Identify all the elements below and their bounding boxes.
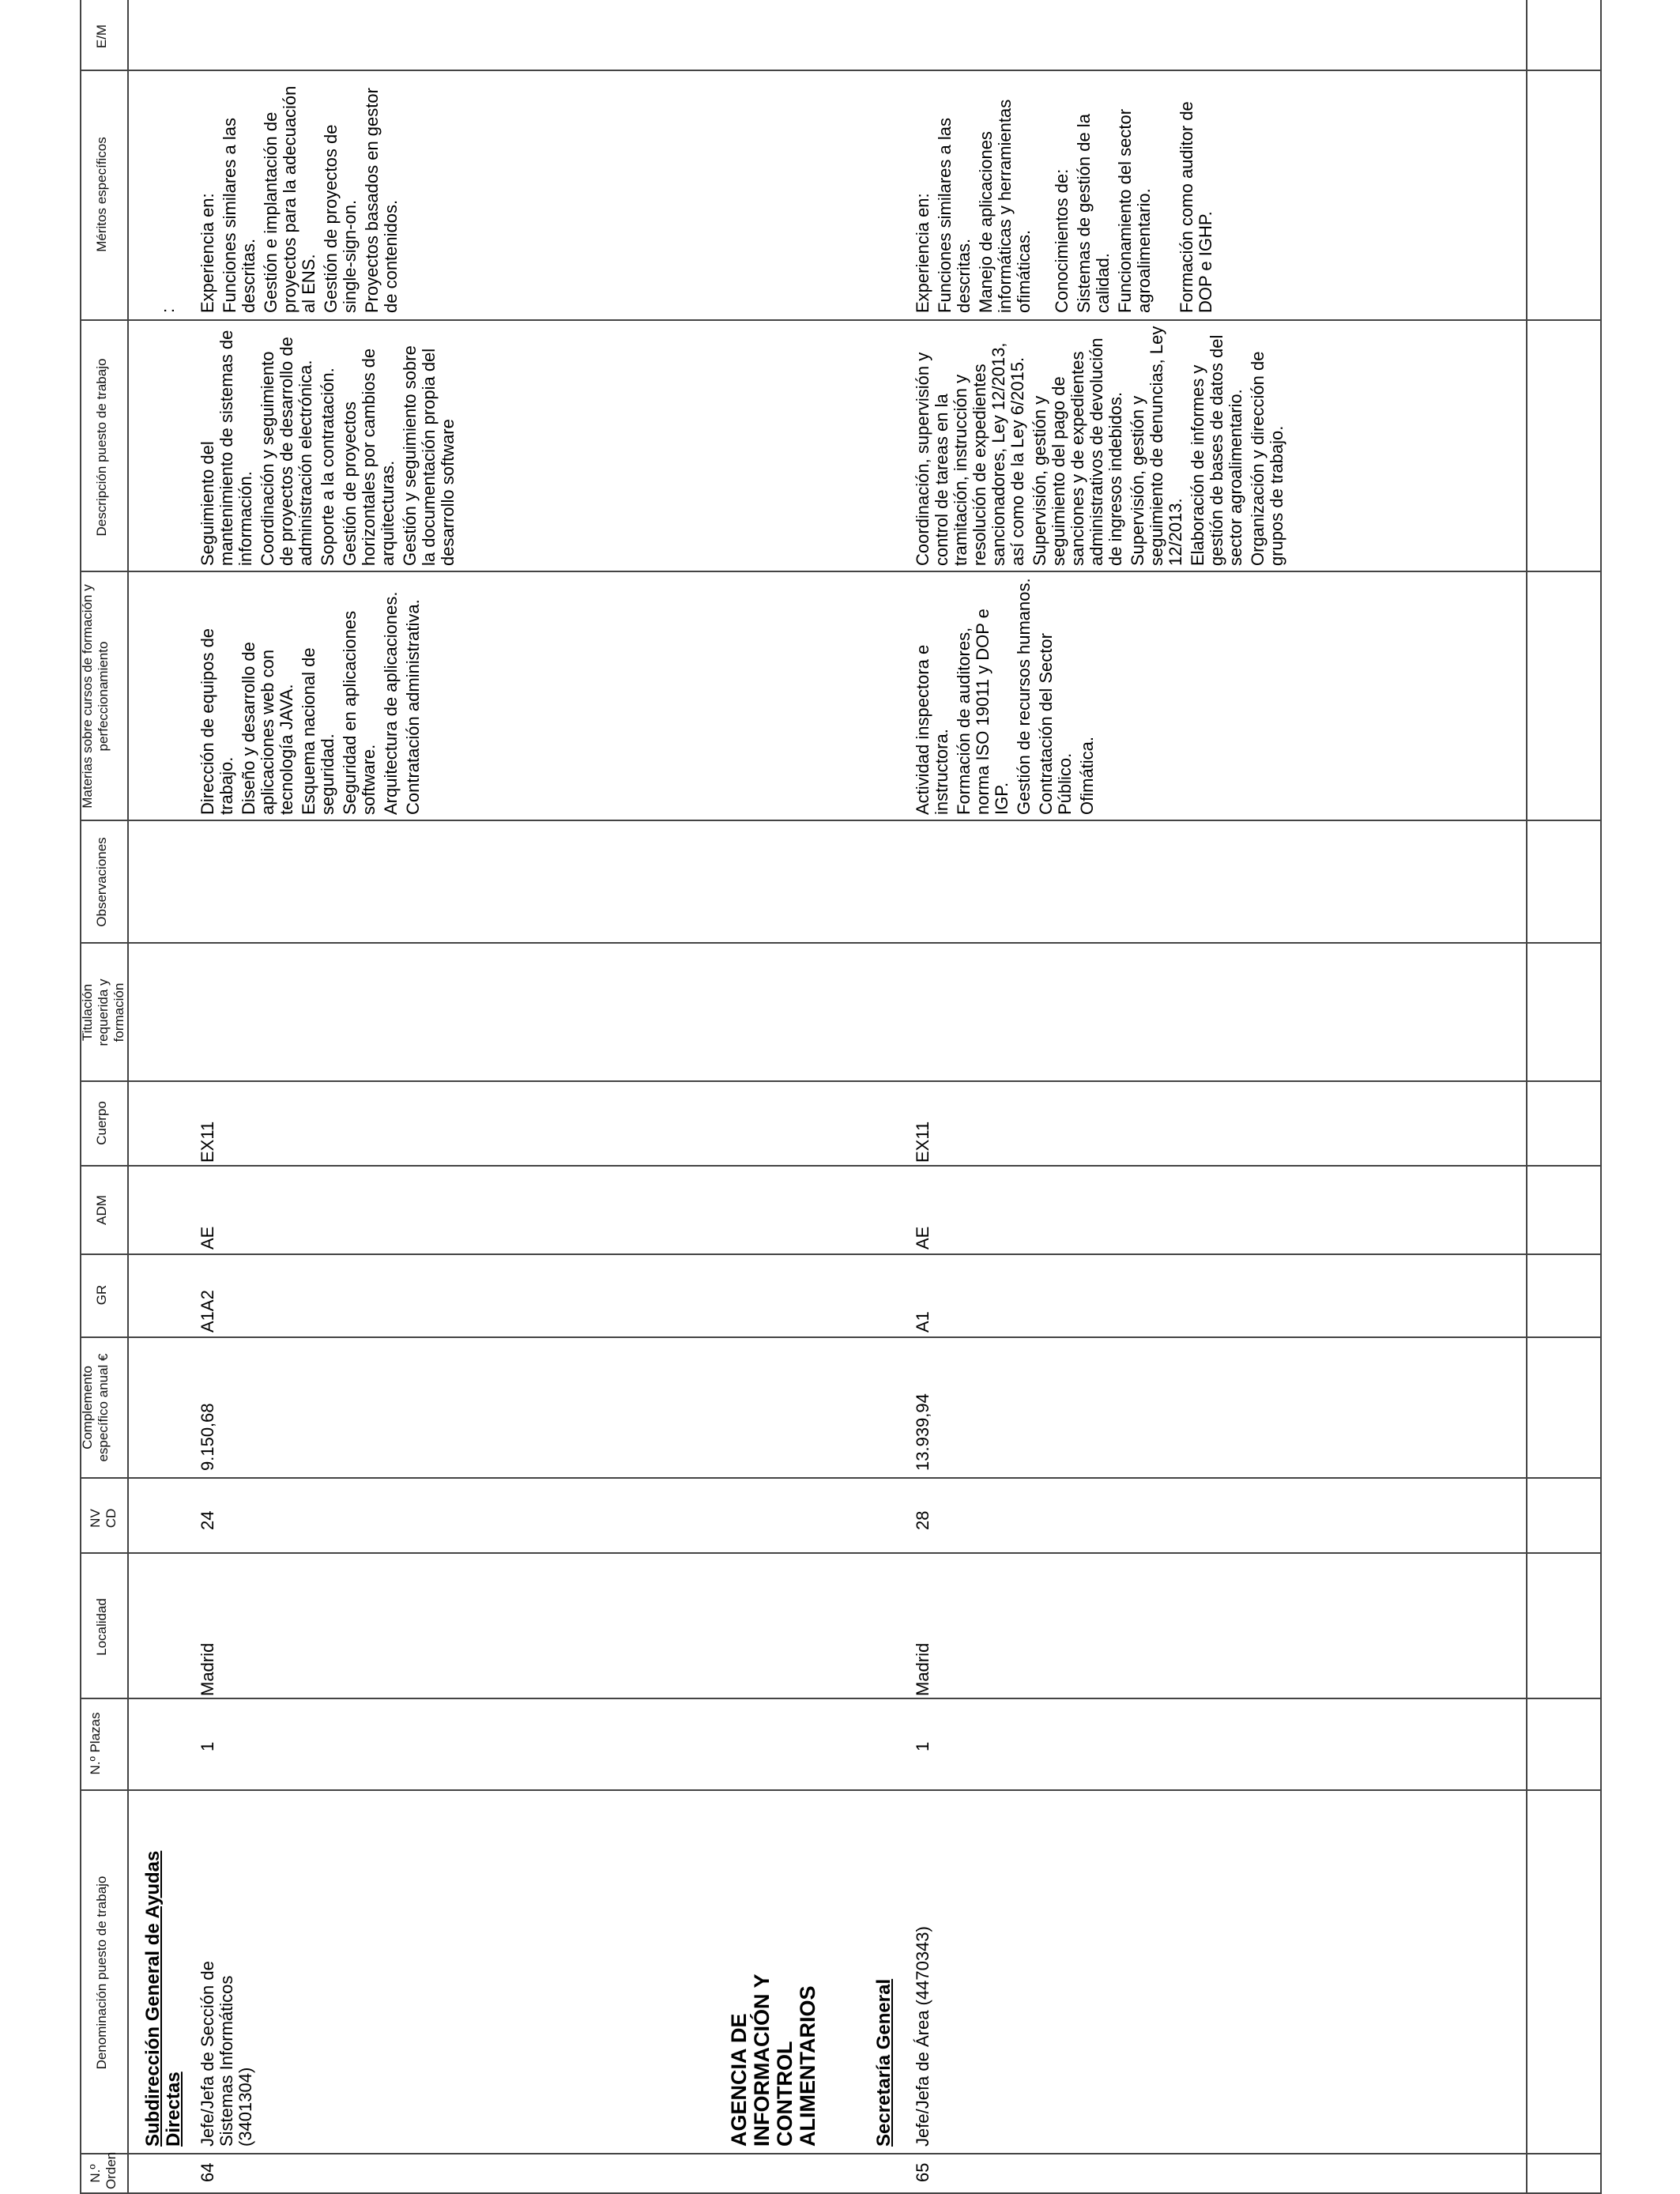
row65-merito-b3: Funcionamiento del sector agroalimentario. bbox=[1115, 108, 1154, 313]
row64-complemento: 9.150,68 bbox=[198, 1403, 217, 1471]
row64-desc-1: Seguimiento del mantenimiento de sistemas de información. bbox=[198, 330, 255, 566]
header-orden: N.º Orden bbox=[88, 2151, 119, 2189]
row64-materia-5: Arquitectura de aplicaciones. bbox=[381, 591, 401, 815]
section-subdireccion: Subdirección General de Ayudas Directas bbox=[142, 1850, 184, 2147]
row64-plazas: 1 bbox=[198, 1741, 217, 1751]
row64-nivel: 24 bbox=[198, 1510, 217, 1530]
row64-grupo: A1A2 bbox=[198, 1290, 217, 1333]
row65-meritos-formacion bbox=[1177, 76, 1215, 313]
row64-merito-4: Gestión de proyectos de single-sign-on. bbox=[321, 124, 360, 313]
row65-descripcion bbox=[913, 325, 1290, 566]
row64-merito-5: Proyectos basados en gestor de contenidos. bbox=[362, 88, 401, 313]
row65-complemento: 13.939,94 bbox=[913, 1393, 932, 1471]
header-descripcion: Descripción puesto de trabajo bbox=[94, 358, 109, 537]
row64-desc-5: Gestión y seguimiento sobre la documentación propia del desarrollo software bbox=[400, 345, 458, 566]
row64-merito-1: Experiencia en: bbox=[198, 193, 217, 313]
row65-grupo: A1 bbox=[913, 1311, 932, 1333]
section-secretaria: Secretaría General bbox=[873, 1978, 895, 2147]
row65-cuerpo: EX11 bbox=[913, 1121, 932, 1163]
row64-desc-2: Coordinación y seguimiento de proyectos de desarrollo de administración electrónica. bbox=[258, 337, 315, 566]
rotated-table-page bbox=[80, 0, 1600, 2194]
row64-desc-3: Soporte a la contratación. bbox=[318, 368, 337, 566]
row65-desc-5: Organización y dirección de grupos de trabajo. bbox=[1248, 351, 1286, 566]
row65-meritos bbox=[913, 76, 1219, 313]
row65-denominacion: Jefe/Jefa de Área (4470343) bbox=[913, 1926, 932, 2147]
header-materias: Materias sobre cursos de formación y perfeccionamiento bbox=[80, 584, 111, 809]
row64-materia-2: Diseño y desarrollo de aplicaciones web con tecnología JAVA. bbox=[239, 642, 296, 815]
row65-localidad: Madrid bbox=[913, 1642, 932, 1696]
row64-cuerpo: EX11 bbox=[198, 1121, 217, 1163]
header-meritos: Méritos específicos bbox=[94, 137, 109, 252]
row65-desc-1: Coordinación, supervisión y control de tareas en la tramitación, instrucción y resolución de expedientes sancionadores, Ley 12/2013, así como de la Ley 6/2015. bbox=[913, 342, 1027, 566]
header-complemento: Complemento específico anual € bbox=[80, 1353, 111, 1462]
row64-descripcion bbox=[198, 329, 461, 566]
agency-heading: AGENCIA DE INFORMACIÓN Y CONTROL ALIMENTARIOS bbox=[727, 1973, 819, 2147]
row64-adm: AE bbox=[198, 1226, 217, 1250]
row64-materia-3: Esquema nacional de seguridad. bbox=[299, 647, 337, 815]
row65-adm: AE bbox=[913, 1226, 932, 1250]
row65-merito-b1: Conocimientos de: bbox=[1052, 168, 1072, 313]
row64-merito-2: Funciones similares a las descritas. bbox=[220, 118, 258, 313]
header-nivel: NV CD bbox=[88, 1508, 119, 1529]
header-observaciones: Observaciones bbox=[94, 837, 109, 927]
row64-desc-4: Gestión de proyectos horizontales por cambios de arquitecturas. bbox=[340, 348, 397, 566]
row65-orden: 65 bbox=[913, 2162, 932, 2182]
row64-orden: 64 bbox=[198, 2162, 217, 2182]
row65-merito-c1: Formación como auditor de DOP e IGHP. bbox=[1177, 101, 1215, 313]
row65-materia-1: Actividad inspectora e instructora. bbox=[913, 644, 951, 815]
row65-materia-2: Formación de auditores, norma ISO 19011 y DOP e IGP. bbox=[954, 609, 1011, 815]
row65-desc-4: Elaboración de informes y gestión de bases de datos del sector agroalimentario. bbox=[1188, 334, 1245, 566]
row65-merito-a1: Experiencia en: bbox=[913, 193, 932, 313]
row64-materia-6: Contratación administrativa. bbox=[403, 599, 423, 815]
row65-desc-2: Supervisión, gestión y seguimiento del pago de sanciones y de expedientes administrativos de devolución de ingresos indebidos. bbox=[1030, 337, 1125, 566]
row64-localidad: Madrid bbox=[198, 1642, 217, 1696]
header-cuerpo: Cuerpo bbox=[94, 1101, 109, 1145]
row65-meritos-conocimientos bbox=[1053, 76, 1154, 313]
row65-meritos-experiencia bbox=[913, 76, 1034, 313]
header-adm: ADM bbox=[94, 1195, 109, 1225]
header-plazas: N.º Plazas bbox=[88, 1712, 103, 1775]
header-denominacion: Denominación puesto de trabajo bbox=[94, 1875, 109, 2070]
header-titulacion: Titulación requerida y formación bbox=[80, 978, 126, 1046]
row64-materia-1: Dirección de equipos de trabajo. bbox=[198, 628, 236, 815]
row65-merito-a3: Manejo de aplicaciones informáticas y herramientas ofimáticas. bbox=[976, 99, 1034, 313]
header-localidad: Localidad bbox=[94, 1598, 109, 1656]
meritos-marker: : bbox=[158, 307, 178, 313]
row65-desc-3: Supervisión, gestión y seguimiento de denuncias, Ley 12/2013. bbox=[1128, 326, 1185, 566]
header-em: E/M bbox=[94, 24, 109, 49]
row65-nivel: 28 bbox=[913, 1510, 932, 1530]
row64-denominacion: Jefe/Jefa de Sección de Sistemas Informáticos (3401304) bbox=[198, 1961, 255, 2147]
row64-materias bbox=[198, 578, 426, 815]
row65-materias bbox=[913, 578, 1100, 815]
row65-materia-5: Ofimática. bbox=[1077, 736, 1097, 815]
row65-merito-a2: Funciones similares a las descritas. bbox=[935, 118, 974, 313]
row65-materia-4: Contratación del Sector Público. bbox=[1036, 633, 1075, 815]
row65-materia-3: Gestión de recursos humanos. bbox=[1014, 578, 1034, 815]
header-grupo: GR bbox=[94, 1284, 109, 1306]
row64-merito-3: Gestión e implantación de proyectos para la adecuación al ENS. bbox=[261, 85, 318, 313]
row64-meritos bbox=[198, 76, 404, 313]
row64-materia-4: Seguridad en aplicaciones software. bbox=[340, 610, 379, 815]
row65-merito-b2: Sistemas de gestión de la calidad. bbox=[1074, 114, 1113, 313]
row65-plazas: 1 bbox=[913, 1741, 932, 1751]
